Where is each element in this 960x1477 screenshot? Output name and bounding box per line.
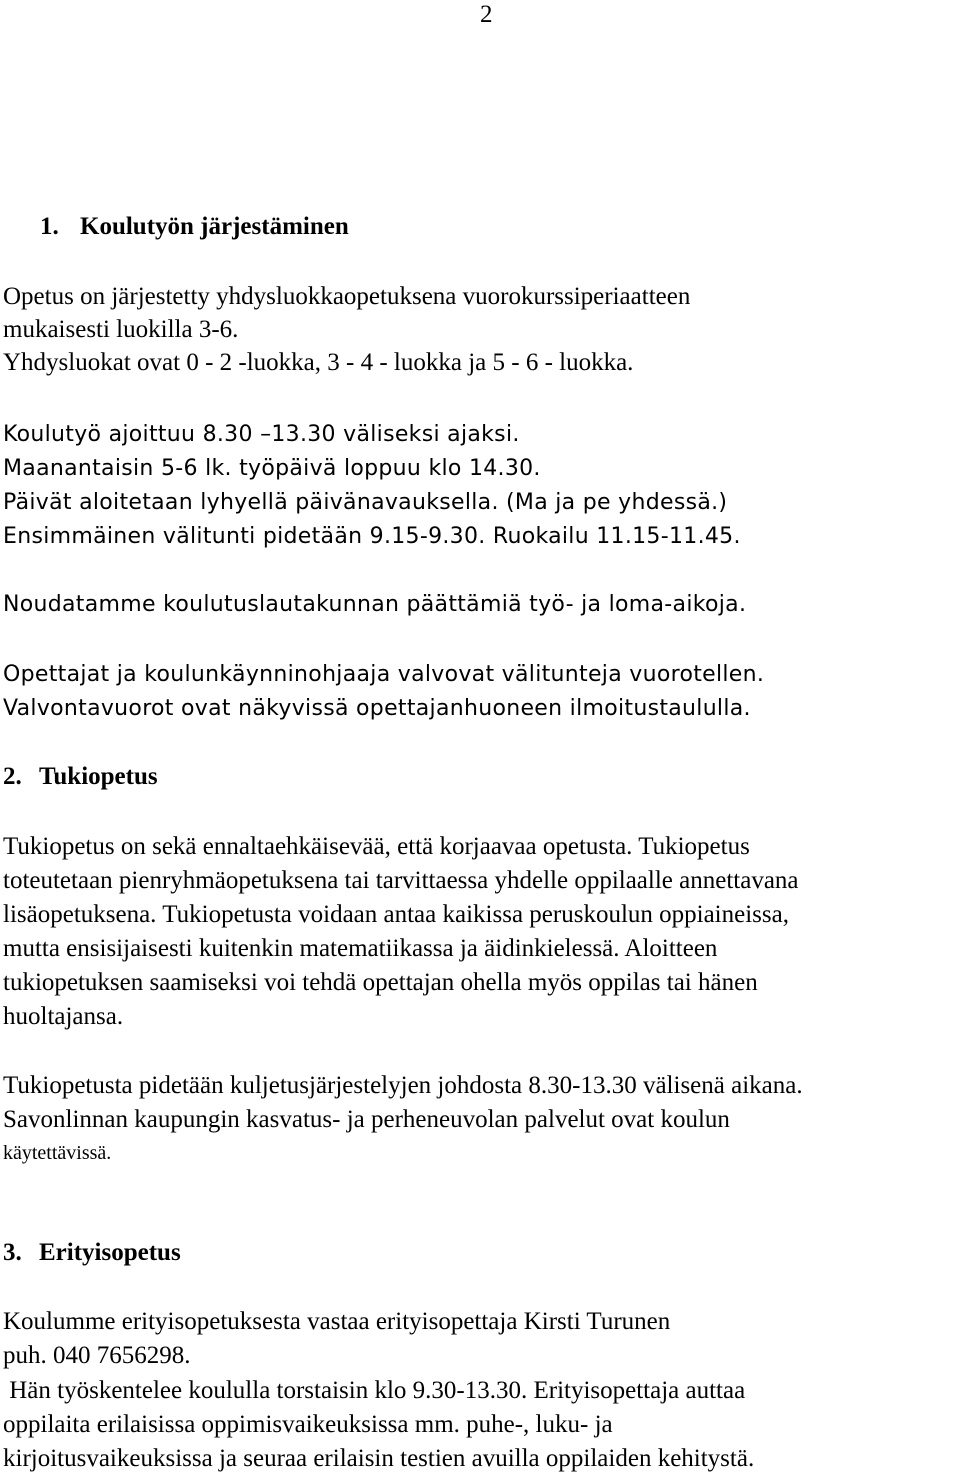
paragraph-line: lisäopetuksena. Tukiopetusta voidaan antaa kaikissa peruskoulun oppiaineissa, (3, 901, 789, 928)
paragraph-line: Opettajat ja koulunkäynninohjaaja valvovat välitunteja vuorotellen. (3, 662, 765, 687)
section-heading-1 (40, 212, 349, 242)
paragraph-line: Koulumme erityisopetuksesta vastaa erityisopettaja Kirsti Turunen (3, 1308, 671, 1335)
paragraph-line: tukiopetuksen saamiseksi voi tehdä opettajan ohella myös oppilas tai hänen (3, 969, 758, 996)
paragraph-line: käytettävissä. (3, 1142, 112, 1164)
paragraph-line: kirjoitusvaikeuksissa ja seuraa erilaisin testien avuilla oppilaiden kehitystä. (3, 1445, 755, 1472)
paragraph-line: mutta ensisijaisesti kuitenkin matematiikassa ja äidinkielessä. Aloitteen (3, 935, 718, 962)
paragraph-line: Opetus on järjestetty yhdysluokkaopetuksena vuorokurssiperiaatteen (3, 283, 691, 310)
paragraph-line: Savonlinnan kaupungin kasvatus- ja perheneuvolan palvelut ovat koulun (3, 1106, 730, 1133)
section-heading-number: 3. (3, 1239, 22, 1266)
section-heading-number: 2. (3, 763, 22, 790)
paragraph-line: Valvontavuorot ovat näkyvissä opettajanhuoneen ilmoitustaululla. (3, 696, 751, 721)
paragraph-line: Noudatamme koulutuslautakunnan päättämiä työ- ja loma-aikoja. (3, 592, 747, 617)
paragraph-line: Yhdysluokat ovat 0 - 2 -luokka, 3 - 4 - luokka ja 5 - 6 - luokka. (3, 349, 634, 376)
paragraph-line: Ensimmäinen välitunti pidetään 9.15-9.30. Ruokailu 11.15-11.45. (3, 524, 741, 549)
section-heading-title: Koulutyön järjestäminen (80, 213, 349, 240)
paragraph-line: huoltajansa. (3, 1003, 124, 1030)
section-heading-title: Erityisopetus (39, 1239, 181, 1266)
paragraph-line: toteutetaan pienryhmäopetuksena tai tarvittaessa yhdelle oppilaalle annettavana (3, 867, 799, 894)
paragraph-line: puh. 040 7656298. (3, 1342, 191, 1369)
paragraph-line: oppilaita erilaisissa oppimisvaikeuksissa mm. puhe-, luku- ja (3, 1411, 613, 1438)
section-heading-number: 1. (40, 213, 59, 240)
section-heading-title: Tukiopetus (39, 763, 158, 790)
paragraph-line: Maanantaisin 5-6 lk. työpäivä loppuu klo 14.30. (3, 456, 541, 481)
page-number: 2 (480, 1, 493, 28)
paragraph-line: Hän työskentelee koululla torstaisin klo 9.30-13.30. Erityisopettaja auttaa (3, 1377, 746, 1404)
section-heading-2 (3, 762, 158, 792)
paragraph-line: Päivät aloitetaan lyhyellä päivänavauksella. (Ma ja pe yhdessä.) (3, 490, 728, 515)
paragraph-line: mukaisesti luokilla 3-6. (3, 316, 239, 343)
paragraph-line: Koulutyö ajoittuu 8.30 –13.30 väliseksi ajaksi. (3, 422, 520, 447)
paragraph-line: Tukiopetusta pidetään kuljetusjärjestelyjen johdosta 8.30-13.30 välisenä aikana. (3, 1072, 803, 1099)
paragraph-line: Tukiopetus on sekä ennaltaehkäisevää, että korjaavaa opetusta. Tukiopetus (3, 833, 750, 860)
section-heading-3 (3, 1238, 181, 1268)
